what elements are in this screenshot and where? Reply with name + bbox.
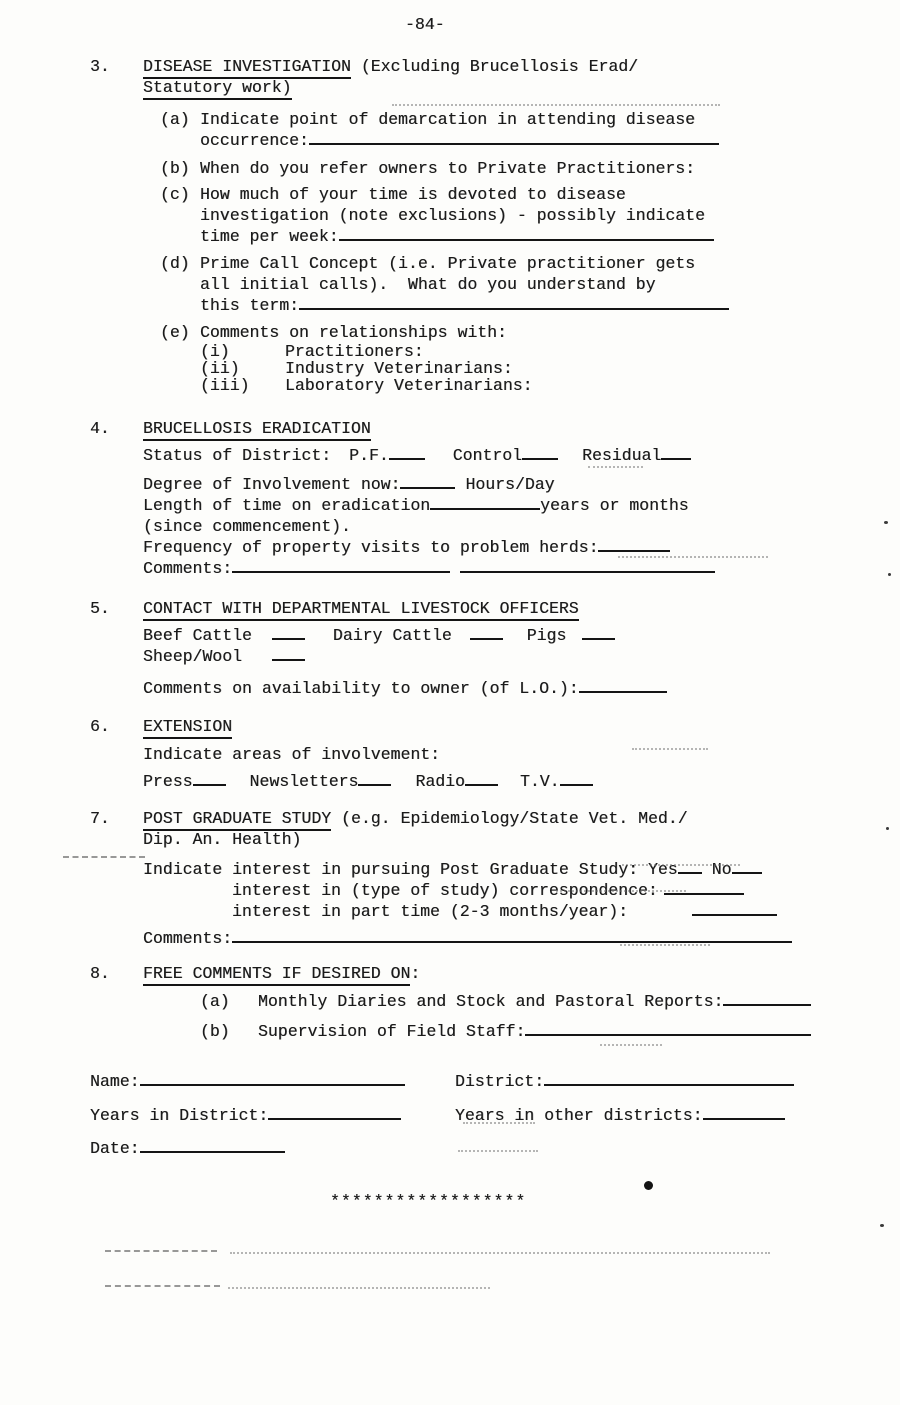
subquestion-practitioners: (i) Practitioners: [200,342,424,361]
section-3-title-rest: (Excluding Brucellosis Erad/ [350,57,639,76]
subquestion-industry-vets: (ii) Industry Veterinarians: [200,359,513,378]
section-contact-livestock-officers [90,598,900,699]
question-text: When do you refer owners to Private Practitioners: [200,159,696,178]
scan-artifact [622,864,740,866]
section-3-title: DISEASE INVESTIGATION [143,57,351,79]
option-pf: P.F. [349,446,389,465]
section-3-heading-line2: Statutory work) [143,77,900,98]
scan-artifact [392,104,720,106]
scan-artifact [620,944,710,946]
scan-artifact [600,1044,662,1046]
part-time-line: interest in part time (2-3 months/year): [232,901,900,922]
blank-sheep [272,646,305,661]
years-in-district-field: Years in District: [90,1105,455,1126]
page-number: -84- [405,15,445,34]
scan-speck [886,827,889,830]
blank-dairy [470,625,503,640]
question-text: Indicate point of demarcation in attending disease [200,110,696,129]
question-label: (b) [200,1022,230,1041]
section-number: 7. [90,809,110,828]
section-7-heading: POST GRADUATE STUDY (e.g. Epidemiology/State Vet. Med./ [143,808,900,829]
frequency-line: Frequency of property visits to problem herds: [143,537,900,558]
question-3e [160,322,900,394]
blank-comments [232,928,792,943]
section-8-heading: FREE COMMENTS IF DESIRED ON: [143,963,900,984]
section-disease-investigation [90,56,900,394]
answer-blank-this-term [299,295,729,310]
option-control: Control [452,446,523,465]
blank-radio [465,771,498,786]
date-field: Date: [90,1138,900,1159]
section-4-heading: BRUCELLOSIS ERADICATION [143,418,900,439]
comments-line: Comments: [143,928,900,949]
blank-frequency [598,537,670,552]
blank-comments-1 [232,558,450,573]
blank-comments-2 [460,558,715,573]
question-3d [160,253,900,316]
scan-artifact [105,1250,217,1252]
section-number: 5. [90,599,110,618]
scan-artifact [63,856,145,858]
section-free-comments [90,963,900,1042]
length-of-time-line: Length of time on eradication years or months [143,496,689,515]
blank-supervision [525,1021,811,1036]
question-text: this term: [200,295,729,316]
status-of-district-line: Status of District: P.F. Control Residual [143,445,900,466]
scan-artifact [105,1285,220,1287]
blank-years-other [703,1105,785,1120]
question-text: Comments on relationships with: [200,323,507,342]
blank-tv [560,771,593,786]
ink-dot [644,1181,653,1190]
scan-artifact [556,890,686,892]
section-number: 8. [90,964,110,983]
correspondence-line: interest in (type of study) correspondence: [232,880,900,901]
comments-line: Comments: [143,558,900,579]
degree-of-involvement-line: Degree of Involvement now: Hours/Day [143,475,555,494]
scan-speck [880,1224,884,1227]
blank-correspondence [664,880,744,895]
blank-pf [389,445,425,460]
answer-blank-time-per-week [339,226,714,241]
section-7-heading-line2: Dip. An. Health) [143,830,302,849]
question-text: Prime Call Concept (i.e. Private practitioner gets [200,254,696,273]
question-text: How much of your time is devoted to disease [200,185,626,204]
livestock-categories-line: Beef Cattle Dairy Cattle Pigs [143,625,900,646]
question-3b [160,158,900,179]
question-text: all initial calls). What do you understand by [200,275,656,294]
blank-residual [661,445,691,460]
subquestion-laboratory-vets: (iii) Laboratory Veterinarians: [200,376,533,395]
scan-artifact [230,1252,770,1254]
question-label: (a) [200,992,230,1011]
section-6-heading: EXTENSION [143,716,900,737]
section-number: 3. [90,57,110,76]
sheep-wool-line: Sheep/Wool [143,646,900,667]
section-number: 4. [90,419,110,438]
blank-part-time [692,901,777,916]
media-line: Press Newsletters Radio T.V. [143,771,900,792]
section-5-heading: CONTACT WITH DEPARTMENTAL LIVESTOCK OFFICERS [143,598,900,619]
question-3a [160,109,900,151]
question-label: (e) [160,323,190,342]
availability-comments-line: Comments on availability to owner (of L.O.): [143,678,900,699]
name-field: Name: [90,1071,455,1092]
question-3c [160,184,900,247]
blank-control [522,445,558,460]
section-post-graduate-study [90,808,900,949]
section-number: 6. [90,717,110,736]
blank-hours [400,474,455,489]
since-commencement-line: (since commencement). [143,517,351,536]
scan-speck [888,573,891,576]
blank-no [732,859,762,874]
question-label: (b) [160,159,190,178]
question-text: investigation (note exclusions) - possibly indicate [200,206,705,225]
scan-artifact [588,466,643,468]
involvement-areas-line: Indicate areas of involvement: [143,745,441,764]
blank-district [544,1071,794,1086]
scan-artifact [618,556,768,558]
question-text: time per week: [200,226,714,247]
blank-reports [723,991,811,1006]
scan-artifact [458,1150,538,1152]
blank-pigs [582,625,615,640]
section-3-heading [143,56,900,77]
blank-availability [579,678,667,693]
question-label: (d) [160,254,190,273]
district-field: District: [455,1071,794,1092]
no-label: No [711,860,732,879]
blank-years [430,495,540,510]
blank-date [140,1138,285,1153]
scan-speck [884,521,888,524]
section-extension [90,716,900,792]
separator-asterisks: ****************** [330,1192,527,1211]
scan-artifact [228,1287,490,1289]
blank-yes [678,859,702,874]
question-text: occurrence: [200,130,719,151]
years-other-field: Years in other districts: [455,1105,785,1126]
option-residual: Residual [582,446,662,465]
answer-blank-occurrence [309,130,719,145]
question-8b: (b) Supervision of Field Staff: [200,1021,900,1042]
name-district-row [90,1071,900,1092]
question-label: (c) [160,185,190,204]
pursuing-study-line: Indicate interest in pursuing Post Graduate Study: Yes No [143,859,900,880]
blank-years-district [268,1105,401,1120]
section-brucellosis-eradication [90,418,900,579]
blank-name [140,1071,405,1086]
blank-beef [272,625,305,640]
scan-artifact [463,1122,535,1124]
scan-artifact [632,748,708,750]
question-8a: (a) Monthly Diaries and Stock and Pastoral Reports: [200,991,900,1012]
blank-newsletters [358,771,391,786]
blank-press [193,771,226,786]
question-label: (a) [160,110,190,129]
